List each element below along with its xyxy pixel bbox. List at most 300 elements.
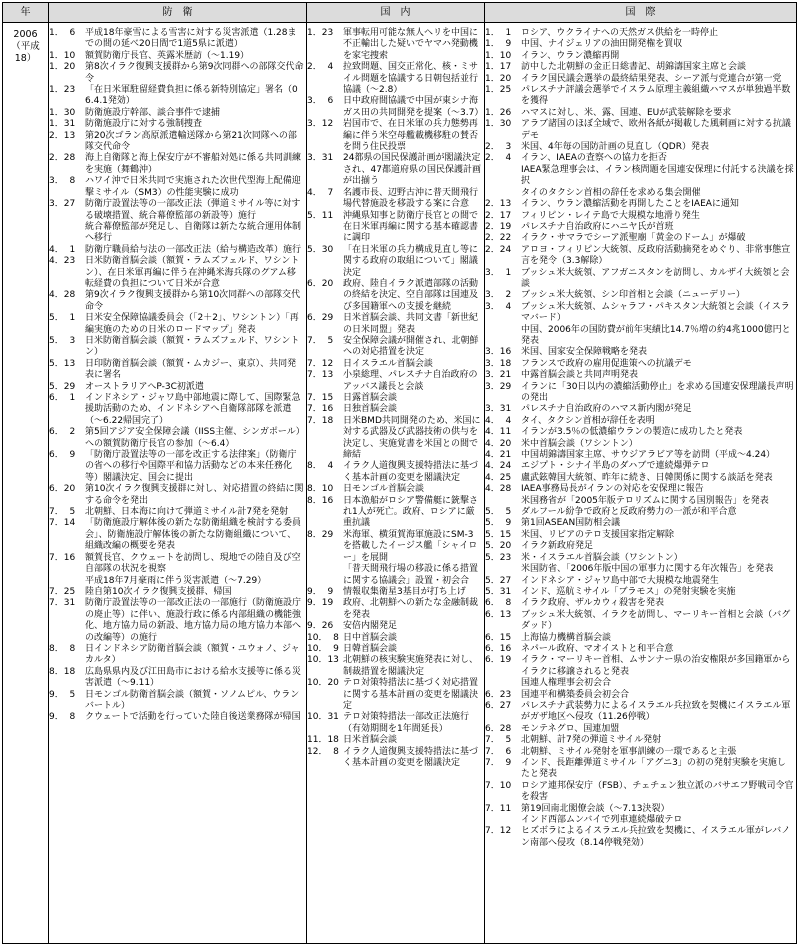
event-date: 4．25 bbox=[485, 472, 512, 483]
event-date: 6． 9 bbox=[49, 450, 76, 461]
event-text: インド西部ムンバイで列車連続爆破テロ bbox=[521, 815, 683, 826]
event-date: 8． 4 bbox=[307, 461, 334, 472]
international-event-row bbox=[485, 644, 796, 655]
domestic-event-row bbox=[307, 393, 484, 404]
event-text: 米国、4年毎の国防計画の見直し（QDR）発表 bbox=[521, 142, 709, 153]
event-date: 5． 1 bbox=[49, 313, 76, 324]
defense-event-row bbox=[49, 85, 306, 108]
event-date bbox=[485, 678, 521, 689]
year-western: 2006 bbox=[13, 29, 38, 40]
event-date: 1． 6 bbox=[49, 28, 76, 38]
event-text: アロヨ・フィリピン大統領、反政府活動摘発をめぐり、非常事態宣言を発令（3.3解除） bbox=[521, 244, 791, 267]
international-event-row bbox=[485, 370, 796, 381]
international-event-row bbox=[485, 404, 796, 415]
event-text: エジプト・シナイ半島のダハブで連続爆弾テロ bbox=[521, 461, 710, 472]
event-date: 5．30 bbox=[307, 244, 334, 255]
event-date: 3．31 bbox=[307, 153, 334, 164]
international-event-row bbox=[485, 655, 796, 678]
event-date: 6．16 bbox=[485, 643, 512, 654]
domestic-event-row bbox=[307, 678, 484, 712]
event-text: 安倍内閣発足 bbox=[343, 621, 398, 632]
event-date: 2． 3 bbox=[485, 142, 512, 153]
domestic-event-row bbox=[307, 279, 484, 313]
event-text: 日モンゴル首脳会談 bbox=[343, 484, 425, 495]
domestic-event-row bbox=[307, 416, 484, 462]
international-event-row bbox=[485, 758, 796, 781]
event-date: 2．22 bbox=[485, 233, 512, 244]
international-event-row bbox=[485, 826, 796, 849]
international-event-row bbox=[485, 450, 796, 461]
event-text: タイ、タクシン首相が辞任を表明 bbox=[521, 415, 655, 426]
international-event-row bbox=[485, 62, 796, 73]
event-text: 日独首脳会談 bbox=[343, 404, 398, 415]
event-date: 1．10 bbox=[485, 50, 512, 61]
event-text: ダルフール紛争で政府と反政府勢力の一派が和平合意 bbox=[521, 507, 737, 518]
domestic-event-row bbox=[307, 28, 484, 62]
event-date: 6．27 bbox=[485, 700, 512, 711]
domestic-event-row bbox=[307, 336, 484, 359]
event-text: 米国防省、「2006年版中国の軍事力に関する年次報告」を発表 bbox=[521, 564, 774, 575]
international-event-row bbox=[485, 188, 796, 199]
defense-event-row bbox=[49, 313, 306, 336]
event-date: 6．15 bbox=[485, 632, 512, 643]
event-text: 岩国市で、在日米軍の兵力態勢再編に伴う米空母艦載機移駐の賛否を問う住民投票 bbox=[343, 119, 479, 153]
event-text: オーストラリアへP-3C初派遣 bbox=[85, 381, 204, 392]
event-text: 「在日米軍駐留経費負担に係る新特別協定」署名（06.4.1発効） bbox=[85, 85, 298, 107]
event-text: イラク人道復興支援特措法に基づく基本計画の変更を閣議決定 bbox=[343, 461, 479, 483]
event-text: 「防衛庁設置法等の一部を改正する法律案」（防衛庁の省への移行や国際平和協力活動などの本来任務化等）閣議決定、国会に提出 bbox=[85, 450, 297, 483]
event-text: 拉致問題、国交正常化、核・ミサイル問題を協議する日朝包括並行協議（～2.8） bbox=[343, 62, 479, 96]
event-date: 1．31 bbox=[49, 119, 76, 130]
event-date: 10．31 bbox=[307, 712, 339, 723]
event-text: IAEA緊急理事会は、イラン核問題を国連安保理に付託する決議を採択 bbox=[521, 164, 794, 187]
event-date: 7．12 bbox=[485, 826, 512, 837]
international-event-row bbox=[485, 530, 796, 541]
international-event-row bbox=[485, 496, 796, 507]
event-text: 北朝鮮、計7発の弾道ミサイル発射 bbox=[521, 735, 662, 746]
event-date: 1．20 bbox=[485, 73, 512, 84]
event-text: 防衛施設庁幹部、談合事件で逮捕 bbox=[85, 107, 221, 118]
event-date: 1．30 bbox=[485, 119, 512, 130]
international-event-row bbox=[485, 142, 796, 153]
event-text: 海上自衛隊と海上保安庁が不審船対処に係る共同訓練を実施（舞鶴沖） bbox=[85, 153, 302, 175]
defense-event-row bbox=[49, 245, 306, 256]
event-text: イラン、ウラン濃縮再開 bbox=[521, 50, 620, 61]
event-date: 2．19 bbox=[485, 221, 512, 232]
event-date: 8．18 bbox=[49, 666, 76, 677]
event-text: パレスチナ自治政府のハマス新内閣が発足 bbox=[521, 404, 692, 415]
event-text: イラク・マーリキー首相、ムサンナー県の治安権限が多国籍軍からイラクに移譲されると発表 bbox=[521, 655, 791, 677]
event-text: 額賀防衛庁長官、英露米歴訪（～1.19） bbox=[85, 50, 250, 61]
event-date: 3．18 bbox=[485, 358, 512, 369]
event-date: 1．20 bbox=[49, 62, 76, 73]
event-text: 軍事転用可能な無人ヘリを中国に不正輸出した疑いでヤマハ発動機を家宅捜索 bbox=[343, 28, 479, 61]
event-date: 2． 4 bbox=[307, 62, 334, 73]
defense-event-row bbox=[49, 199, 306, 222]
defense-event-row bbox=[49, 598, 306, 644]
event-date: 2． 4 bbox=[485, 153, 512, 164]
domestic-event-row bbox=[307, 496, 484, 530]
event-text: ブッシュ米大統領、アフガニスタンを訪問し、カルザイ大統領と会談 bbox=[521, 267, 790, 289]
event-text: 中国胡錦濤国家主席、サウジアラビア等を訪問（平成～4.24） bbox=[521, 450, 776, 461]
event-date: 1．26 bbox=[485, 107, 512, 118]
event-text: 米海軍、横須賀海軍施設にSM-3を搭載したイージス艦「シャイロー」を展開 bbox=[343, 529, 478, 563]
event-text: 第20次ゴラン高原派遣輸送隊から第21次同隊への部隊交代命令 bbox=[85, 130, 297, 153]
event-date: 8．16 bbox=[307, 495, 334, 506]
domestic-event-row bbox=[307, 530, 484, 564]
event-text: 政府、北朝鮮への新たな金融制裁を発表 bbox=[343, 598, 479, 620]
event-date: 7．10 bbox=[485, 780, 512, 791]
event-date: 4．28 bbox=[49, 290, 76, 301]
year-era: （平成18） bbox=[11, 41, 40, 64]
international-event-row bbox=[485, 484, 796, 495]
event-text: パレスチナ評議会選挙でイスラム原理主義組織ハマスが単独過半数を獲得 bbox=[521, 85, 791, 107]
defense-event-row bbox=[49, 62, 306, 85]
event-date: 5．20 bbox=[485, 541, 512, 552]
event-text: イラク・サマラでシーア派聖廟「黄金のドーム」が爆破 bbox=[521, 233, 746, 244]
event-date: 7． 6 bbox=[485, 746, 512, 757]
international-event-row bbox=[485, 427, 796, 438]
defense-event-row bbox=[49, 153, 306, 176]
event-date: 3． 6 bbox=[307, 96, 334, 107]
international-event-row bbox=[485, 439, 796, 450]
event-text: 「普天間飛行場の移設に係る措置に関する協議会」設置・初会合 bbox=[343, 564, 479, 586]
event-text: ロシア、ウクライナへの天然ガス供給を一時停止 bbox=[521, 28, 719, 38]
event-date: 7．31 bbox=[49, 598, 76, 609]
international-event-row bbox=[485, 804, 796, 815]
domestic-event-row bbox=[307, 747, 484, 770]
defense-event-row bbox=[49, 427, 306, 450]
event-date: 4．21 bbox=[485, 450, 512, 461]
event-text: ハマスに対し、米、露、国連、EUが武装解除を要求 bbox=[521, 107, 732, 118]
domestic-event-row bbox=[307, 404, 484, 415]
domestic-event-row bbox=[307, 62, 484, 96]
event-text: 日イスラエル首脳会談 bbox=[343, 358, 433, 369]
event-date: 3．21 bbox=[485, 370, 512, 381]
event-text: インド、巡航ミサイル「ブラモス」の発射実験を実施 bbox=[521, 586, 736, 597]
event-date bbox=[485, 325, 521, 348]
international-event-row bbox=[485, 576, 796, 587]
international-event-row bbox=[485, 74, 796, 85]
event-text: 国連平和構築委員会初会合 bbox=[521, 689, 630, 700]
international-event-row bbox=[485, 416, 796, 427]
header-defense: 防 衛 bbox=[49, 3, 307, 22]
event-text: ネパール政府、マオイストと和平合意 bbox=[521, 643, 674, 654]
event-text: 防衛庁職員給与法の一部改正法（給与構造改革）施行 bbox=[85, 244, 302, 255]
event-text: 陸自第10次イラク復興支援群、帰国 bbox=[85, 586, 232, 597]
international-event-row bbox=[485, 108, 796, 119]
event-date: 7．18 bbox=[307, 415, 334, 426]
event-text: 北朝鮮、日本海に向けて弾道ミサイル計7発を発射 bbox=[85, 507, 289, 518]
event-date: 7．12 bbox=[307, 358, 334, 369]
event-text: 「在日米軍の兵力構成見直し等に関する政府の取組について」閣議決定 bbox=[343, 244, 479, 278]
defense-column bbox=[49, 23, 307, 943]
defense-event-row bbox=[49, 382, 306, 393]
international-event-row bbox=[485, 268, 796, 291]
event-date bbox=[49, 576, 85, 587]
domestic-event-row bbox=[307, 245, 484, 279]
event-date: 4． 4 bbox=[485, 415, 512, 426]
international-event-row bbox=[485, 39, 796, 50]
event-date: 10． 9 bbox=[307, 643, 339, 654]
event-text: イラク政府、ザルカウィ殺害を発表 bbox=[521, 598, 665, 609]
international-event-row bbox=[485, 473, 796, 484]
header-year: 年 bbox=[3, 3, 49, 22]
event-date: 7． 5 bbox=[307, 335, 334, 346]
event-date: 4． 1 bbox=[49, 244, 76, 255]
event-date: 6．20 bbox=[307, 278, 334, 289]
event-text: 日中政府間協議で中国が東シナ海ガス田の共同開発を提案（～3.7） bbox=[343, 96, 484, 118]
event-text: テロ対策特措法一部改正法施行（有効期間を1年間延長） bbox=[343, 712, 470, 734]
chronology-table bbox=[2, 2, 797, 944]
event-date bbox=[307, 564, 343, 587]
event-date: 5．23 bbox=[485, 552, 512, 563]
event-date: 9． 8 bbox=[49, 712, 76, 723]
event-date: 7．11 bbox=[485, 803, 512, 814]
header-international: 国 際 bbox=[625, 7, 656, 18]
header-domestic: 国 内 bbox=[307, 3, 485, 22]
international-event-row bbox=[485, 553, 796, 564]
international-event-row bbox=[485, 507, 796, 518]
event-text: アラブ諸国のほぼ全域で、欧州各紙が掲載した風刺画に対する抗議デモ bbox=[521, 119, 791, 141]
event-date: 5． 5 bbox=[485, 507, 512, 518]
international-event-row bbox=[485, 633, 796, 644]
event-text: 日米首脳会談、共同文書「新世紀の日米同盟」発表 bbox=[343, 313, 479, 335]
defense-event-row bbox=[49, 222, 306, 245]
event-text: 政府、陸自イラク派遣部隊の活動の終結を決定、空自部隊は国連及び多国籍軍への支援を継続 bbox=[343, 278, 479, 312]
event-text: 日米安全保障協議委員会（「2＋2」、ワシントン）「再編実施のための日米のロードマップ」発表 bbox=[85, 313, 299, 335]
international-event-row bbox=[485, 781, 796, 804]
event-date: 4．11 bbox=[485, 427, 512, 438]
domestic-event-row bbox=[307, 564, 484, 587]
defense-list bbox=[49, 23, 306, 724]
international-event-row bbox=[485, 461, 796, 472]
event-text: 米中首脳会談（ワシントン） bbox=[521, 438, 638, 449]
event-text: 訪中した北朝鮮の金正日総書記、胡錦濤国家主席と会談 bbox=[521, 62, 747, 73]
event-text: クウェートで活動を行っていた陸自後送業務隊が帰国 bbox=[85, 712, 301, 723]
international-event-row bbox=[485, 233, 796, 244]
event-date: 7．13 bbox=[307, 370, 334, 381]
event-date: 4．24 bbox=[485, 461, 512, 472]
international-event-row bbox=[485, 199, 796, 210]
event-date: 1． 9 bbox=[485, 39, 512, 50]
event-text: 小泉総理、パレスチナ自治政府のアッバス議長と会談 bbox=[343, 370, 478, 392]
event-text: 米国、リビアのテロ支援国家指定解除 bbox=[521, 529, 675, 540]
international-list bbox=[485, 23, 796, 849]
domestic-list bbox=[307, 23, 484, 769]
event-text: イラク新政府発足 bbox=[521, 541, 594, 552]
event-date: 10．13 bbox=[307, 655, 339, 666]
event-text: 日モンゴル防衛首脳会談（額賀・ソノムピル、ウランバートル） bbox=[85, 689, 300, 711]
event-text: ハワイ沖で日米共同で実施された次世代型海上配備迎撃ミサイル（SM3）の性能実験に成功 bbox=[85, 176, 301, 198]
event-date: 9． 9 bbox=[307, 586, 334, 597]
domestic-event-row bbox=[307, 644, 484, 655]
event-date: 3．29 bbox=[485, 381, 512, 392]
international-event-row bbox=[485, 747, 796, 758]
domestic-event-row bbox=[307, 461, 484, 484]
domestic-event-row bbox=[307, 587, 484, 598]
domestic-event-row bbox=[307, 712, 484, 735]
event-text: 名護市長、辺野古沖に普天間飛行場代替施設を移設する案に合意 bbox=[343, 187, 479, 210]
defense-event-row bbox=[49, 644, 306, 667]
event-date: 6．19 bbox=[485, 655, 512, 666]
event-date: 9．19 bbox=[307, 598, 334, 609]
event-text: 中国、2006年の国防費が前年実績比14.7％増の約4兆1000億円と発表 bbox=[521, 324, 791, 346]
event-date: 1．23 bbox=[307, 28, 334, 38]
international-event-row bbox=[485, 815, 796, 826]
event-date: 1． 1 bbox=[485, 28, 512, 38]
domestic-event-row bbox=[307, 735, 484, 746]
international-event-row bbox=[485, 325, 796, 348]
event-text: 平成18年豪雪による雪害に対する災害派遣（1.28までの間の延べ20日間で1道5県に派遣） bbox=[85, 28, 297, 50]
event-date: 6．28 bbox=[485, 723, 512, 734]
defense-event-row bbox=[49, 290, 306, 313]
international-event-row bbox=[485, 153, 796, 164]
event-text: インドネシア・ジャワ島中部で大規模な地震発生 bbox=[521, 575, 719, 586]
defense-event-row bbox=[49, 690, 306, 713]
domestic-event-row bbox=[307, 96, 484, 119]
event-text: 24都県の国民保護計画が閣議決定され、47都道府県の国民保護計画が出揃う bbox=[343, 153, 481, 187]
defense-event-row bbox=[49, 587, 306, 598]
event-date: 8．29 bbox=[307, 529, 334, 540]
event-text: 沖縄県知事と防衛庁長官との間で在日米軍再編に関する基本確認書に調印 bbox=[343, 210, 479, 244]
event-date: 3． 4 bbox=[485, 301, 512, 312]
event-text: 防衛庁設置法等の一部改正法の一部施行（防衛施設庁の廃止等）に伴い、施設行政に係る内部組織の機能強化、地方協力局の新設、地方協力局の地方協力本部への改編等）の施行 bbox=[85, 598, 302, 643]
international-event-row bbox=[485, 359, 796, 370]
event-text: 中露首脳会談と共同声明発表 bbox=[521, 370, 639, 381]
event-date: 3．16 bbox=[485, 347, 512, 358]
international-event-row bbox=[485, 587, 796, 598]
defense-event-row bbox=[49, 108, 306, 119]
event-text: 日印防衛首脳会談（額賀・ムカジー、東京）、共同発表に署名 bbox=[85, 358, 297, 381]
international-event-row bbox=[485, 165, 796, 188]
domestic-event-row bbox=[307, 484, 484, 495]
event-date: 7．14 bbox=[49, 518, 76, 529]
event-text: 国連人権理事会初会合 bbox=[521, 678, 612, 689]
event-text: 日米BMD共同開発のため、米国に対する武器及び武器技術の供与を決定し、実施覚書を米国との間で締結 bbox=[343, 415, 481, 461]
year-cell bbox=[3, 23, 48, 65]
international-event-row bbox=[485, 610, 796, 633]
event-text: 日本漁船がロシア警備艇に銃撃され1人が死亡。政府、ロシアに厳重抗議 bbox=[343, 495, 479, 529]
defense-event-row bbox=[49, 131, 306, 154]
event-date: 5．31 bbox=[485, 586, 512, 597]
international-event-row bbox=[485, 28, 796, 39]
event-date bbox=[485, 496, 521, 507]
event-text: 情報収集衛星3基目が打ち上げ bbox=[343, 586, 466, 597]
event-text: ブッシュ米大統領、シン印首相と会談（ニューデリー） bbox=[521, 290, 745, 301]
event-text: 日米防衛首脳会談（額賀・ラムズフェルド、ワシントン） bbox=[85, 335, 300, 358]
event-text: 第5回アジア安全保障会議（IISS主催、シンガポール）への額賀防衛庁長官の参加（～6.4） bbox=[85, 427, 301, 449]
international-event-row bbox=[485, 211, 796, 222]
defense-event-row bbox=[49, 28, 306, 51]
event-date: 4．28 bbox=[485, 484, 512, 495]
event-date: 9． 5 bbox=[49, 689, 76, 700]
event-text: フィリピン・レイテ島で大規模な地滑り発生 bbox=[521, 210, 700, 221]
event-date: 1．17 bbox=[485, 62, 512, 73]
event-text: 広島県県内及び江田島市における給水支援等に係る災害派遣（～9.11） bbox=[85, 666, 302, 689]
international-event-row bbox=[485, 678, 796, 689]
event-text: 防衛庁設置法等の一部改正法（弾道ミサイル等に対する破壊措置、統合幕僚監部の新設等）施行 bbox=[85, 199, 301, 221]
domestic-event-row bbox=[307, 370, 484, 393]
international-event-row bbox=[485, 541, 796, 552]
international-event-row bbox=[485, 598, 796, 609]
event-text: インド、長距離弾道ミサイル「アグニ3」の初の発射実験を実施したと発表 bbox=[521, 758, 786, 780]
event-date: 5． 3 bbox=[49, 335, 76, 346]
domestic-event-row bbox=[307, 359, 484, 370]
event-date: 7．15 bbox=[307, 393, 334, 403]
defense-event-row bbox=[49, 359, 306, 382]
event-date: 5．11 bbox=[307, 210, 334, 221]
defense-event-row bbox=[49, 176, 306, 199]
event-date: 3．12 bbox=[307, 119, 334, 130]
international-event-row bbox=[485, 690, 796, 701]
event-text: 日中首脳会談 bbox=[343, 632, 398, 643]
event-date: 8．10 bbox=[307, 484, 334, 495]
event-text: ロシア連邦保安庁（FSB）、チェチェン独立派のバサエフ野戦司令官を殺害 bbox=[521, 780, 794, 803]
event-text: 上海協力機構首脳会談 bbox=[521, 632, 612, 643]
domestic-event-row bbox=[307, 211, 484, 245]
international-event-row bbox=[485, 735, 796, 746]
event-date: 6．23 bbox=[485, 689, 512, 700]
event-text: 米国務省が「2005年版テロリズムに関する国別報告」を発表 bbox=[521, 495, 769, 506]
defense-event-row bbox=[49, 712, 306, 723]
event-date: 2．17 bbox=[485, 210, 512, 221]
event-text: 北朝鮮の核実験実施発表に対し、制裁措置を閣議決定 bbox=[343, 655, 479, 677]
event-text: イラク国民議会選挙の最終結果発表、シーア派与党連合が第一党 bbox=[521, 73, 782, 84]
event-text: 第8次イラク復興支援群から第9次同群への部隊交代命令 bbox=[85, 62, 304, 84]
international-event-row bbox=[485, 382, 796, 405]
international-event-row bbox=[485, 518, 796, 529]
international-column bbox=[485, 23, 796, 943]
event-text: 「防衛施設庁解体後の新たな防衛組織を検討する委員会」、防衛施設庁解体後の新たな防衛組織について、組織改編の概要を発表 bbox=[85, 518, 302, 552]
domestic-event-row bbox=[307, 598, 484, 621]
event-text: ヒズボラによるイスラエル兵拉致を契機に、イスラエル軍がレバノン南部へ侵攻（8.14停戦発効） bbox=[521, 826, 791, 848]
event-date: 7． 9 bbox=[485, 758, 512, 768]
table-header bbox=[3, 3, 796, 23]
event-date: 3． 8 bbox=[49, 176, 76, 187]
event-date: 4．20 bbox=[485, 438, 512, 449]
defense-event-row bbox=[49, 450, 306, 484]
event-date: 10．20 bbox=[307, 678, 339, 689]
event-text: タイのタクシン首相の辞任を求める集会開催 bbox=[521, 187, 701, 198]
event-text: 米国、国家安全保障戦略を発表 bbox=[521, 347, 648, 358]
event-text: モンテネグロ、国連加盟 bbox=[521, 723, 620, 734]
event-date: 1．10 bbox=[49, 50, 76, 61]
event-text: 日米防衛首脳会談（額賀・ラムズフェルド、ワシントン）、在日米軍再編に伴う在沖縄米海兵隊のグアム移転経費の負担について日米が合意 bbox=[85, 256, 300, 289]
event-date: 8． 8 bbox=[49, 643, 76, 654]
event-date: 6． 2 bbox=[49, 427, 76, 438]
domestic-event-row bbox=[307, 621, 484, 632]
event-date: 1．25 bbox=[485, 85, 512, 96]
defense-event-row bbox=[49, 484, 306, 507]
international-event-row bbox=[485, 290, 796, 301]
event-date: 2．13 bbox=[49, 130, 76, 141]
event-date: 5． 9 bbox=[485, 518, 512, 529]
event-text: 日韓首脳会談 bbox=[343, 643, 398, 654]
international-event-row bbox=[485, 85, 796, 108]
defense-event-row bbox=[49, 393, 306, 427]
event-text: 盧武鉉韓国大統領、昨年に続き、日韓関係に関する談話を発表 bbox=[521, 472, 773, 483]
event-date bbox=[485, 188, 521, 199]
event-date: 7． 5 bbox=[49, 507, 76, 518]
defense-event-row bbox=[49, 576, 306, 587]
event-date: 7．25 bbox=[49, 586, 76, 597]
event-text: イラン、IAEAの査察への協力を拒否 bbox=[521, 153, 667, 164]
event-date bbox=[485, 815, 521, 826]
international-event-row bbox=[485, 724, 796, 735]
event-text: フランスで政府の雇用促進策への抗議デモ bbox=[521, 358, 692, 369]
event-date: 10． 8 bbox=[307, 632, 339, 643]
